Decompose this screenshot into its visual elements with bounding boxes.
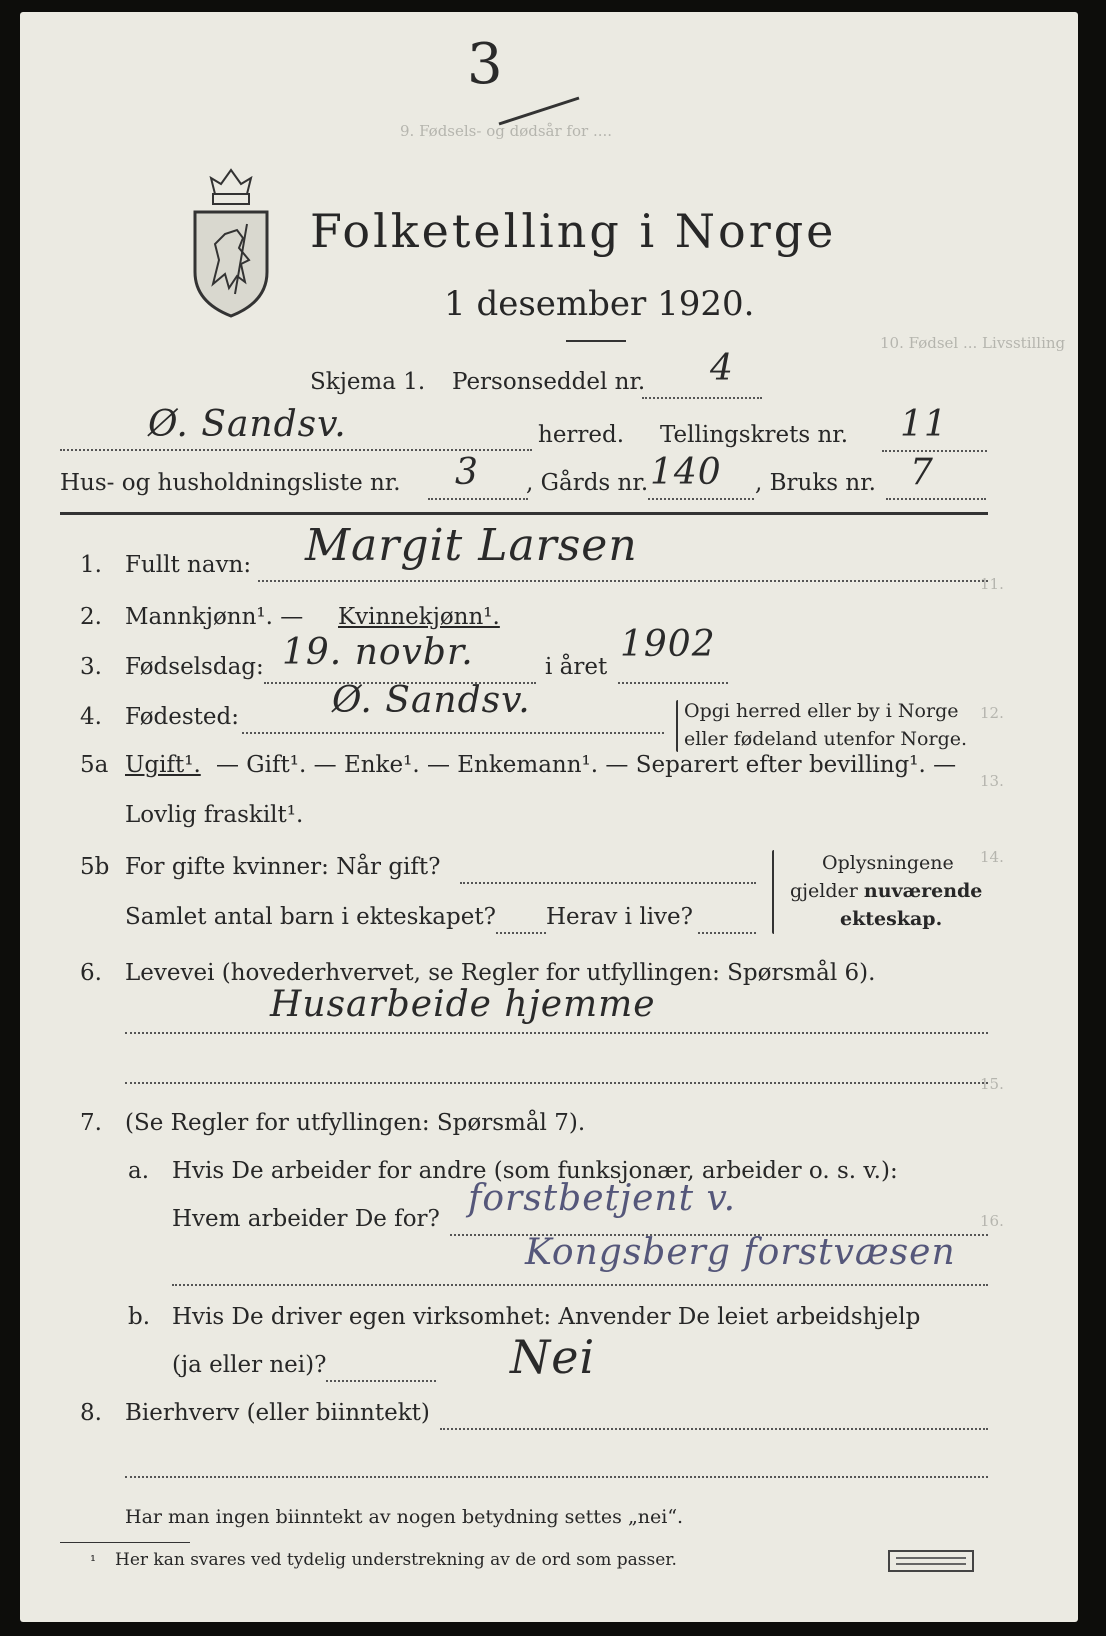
bruks-label: , Bruks nr. <box>755 470 876 496</box>
q7a-value-2: Kongsberg forstvæsen <box>525 1232 956 1273</box>
personseddel-value: 4 <box>710 348 734 389</box>
q7a-value-1: forstbetjent v. <box>468 1178 737 1219</box>
q2-number: 2. <box>80 604 102 630</box>
q4-value: Ø. Sandsv. <box>332 680 531 721</box>
q7a-question: Hvem arbeider De for? <box>172 1206 440 1232</box>
q3-year-label: i året <box>545 654 608 680</box>
tellingskrets-line <box>882 450 987 452</box>
page-number-handwritten: 3 <box>467 32 504 97</box>
herred-line <box>60 449 532 451</box>
q5b-bracket <box>772 850 774 934</box>
bleed-text: 12. <box>980 704 1004 722</box>
q6-line-2 <box>125 1082 988 1084</box>
q3-label: Fødselsdag: <box>125 654 264 680</box>
q7-number: 7. <box>80 1110 102 1136</box>
form-title: Folketelling i Norge <box>310 204 837 258</box>
q7a-letter: a. <box>128 1158 150 1184</box>
q3-number: 3. <box>80 654 102 680</box>
q8-label: Bierhverv (eller biinntekt) <box>125 1400 430 1426</box>
q6-value: Husarbeide hjemme <box>270 984 656 1025</box>
footer-note: Har man ingen biinntekt av nogen betydning settes „nei“. <box>125 1506 684 1528</box>
bruks-line <box>886 498 986 500</box>
q3-year-value: 1902 <box>620 624 716 665</box>
q3-value: 19. novbr. <box>282 632 474 673</box>
q6-number: 6. <box>80 960 102 986</box>
q5b-children-line <box>496 932 546 934</box>
bruks-value: 7 <box>910 452 934 493</box>
q5b-alive-line <box>698 932 756 934</box>
q7a-line-2 <box>172 1284 988 1286</box>
bleed-text: 13. <box>980 772 1004 790</box>
q2-male: Mannkjønn¹. — <box>125 604 304 630</box>
q8-line-2 <box>125 1476 988 1478</box>
bleed-text: 16. <box>980 1212 1004 1230</box>
q6-label: Levevei (hovederhvervet, se Regler for utfyllingen: Spørsmål 6). <box>125 960 876 986</box>
q5b-number: 5b <box>80 854 110 880</box>
q3-year-line <box>618 682 728 684</box>
q4-number: 4. <box>80 704 102 730</box>
q1-label: Fullt navn: <box>125 552 252 578</box>
census-form-sheet <box>20 12 1078 1622</box>
q2-female: Kvinnekjønn¹. <box>338 604 500 630</box>
title-rule <box>566 340 626 342</box>
q5a-ugift: Ugift¹. <box>125 752 201 778</box>
q8-number: 8. <box>80 1400 102 1426</box>
q5b-children-total: Samlet antal barn i ekteskapet? <box>125 904 496 930</box>
q7a-label: Hvis De arbeider for andre (som funksjonær, arbeider o. s. v.): <box>172 1158 898 1184</box>
husliste-label: Hus- og husholdningsliste nr. <box>60 470 401 496</box>
skjema-label: Skjema 1. <box>310 369 426 395</box>
tellingskrets-label: Tellingskrets nr. <box>660 422 849 448</box>
q7b-line <box>326 1380 436 1382</box>
gards-label: , Gårds nr. <box>526 470 649 496</box>
q4-line <box>242 732 664 734</box>
bleed-text: 9. Fødsels- og dødsår for .... <box>400 122 613 140</box>
q7b-letter: b. <box>128 1304 151 1330</box>
q5b-note-1: Oplysningene <box>822 852 954 874</box>
herred-label: herred. <box>538 422 625 448</box>
coat-of-arms-icon <box>185 164 277 324</box>
personseddel-label: Personseddel nr. <box>452 369 646 395</box>
bleed-text: 15. <box>980 1075 1004 1093</box>
q1-line <box>258 580 988 582</box>
bleed-text: 11. <box>980 575 1004 593</box>
bleed-text: 10. Fødsel ... Livsstilling <box>880 334 1066 352</box>
q5b-married-line <box>460 882 756 884</box>
header-divider <box>60 512 988 515</box>
q5b-married-when: For gifte kvinner: Når gift? <box>125 854 441 880</box>
footnote-rule <box>60 1542 190 1543</box>
tellingskrets-value: 11 <box>900 404 948 445</box>
q5b-alive: Herav i live? <box>546 904 693 930</box>
q4-label: Fødested: <box>125 704 240 730</box>
q4-note-1: Opgi herred eller by i Norge <box>684 700 959 722</box>
gards-value: 140 <box>650 452 722 493</box>
q7b-value: Nei <box>510 1330 596 1384</box>
footnote-text: Her kan svares ved tydelig understrekning av de ord som passer. <box>115 1550 677 1570</box>
q1-value: Margit Larsen <box>305 520 638 571</box>
q6-line-1 <box>125 1032 988 1034</box>
printer-stamp-icon <box>888 1550 974 1572</box>
q4-bracket <box>676 700 678 752</box>
q5b-note-2: gjelder nuværende <box>790 880 983 902</box>
husliste-value: 3 <box>455 452 479 493</box>
q5a-options: — Gift¹. — Enke¹. — Enkemann¹. — Separert efter bevilling¹. — <box>216 752 957 778</box>
gards-line <box>648 498 754 500</box>
q4-note-2: eller fødeland utenfor Norge. <box>684 728 968 750</box>
footnote-mark: ¹ <box>90 1552 97 1570</box>
husliste-line <box>428 498 528 500</box>
q7b-label: Hvis De driver egen virksomhet: Anvender De leiet arbeidshjelp <box>172 1304 921 1330</box>
q8-line-1 <box>440 1428 988 1430</box>
page-number-stroke <box>495 90 585 130</box>
q1-number: 1. <box>80 552 102 578</box>
form-date: 1 desember 1920. <box>444 284 755 324</box>
q5a-line2: Lovlig fraskilt¹. <box>125 802 304 828</box>
q5a-number: 5a <box>80 752 109 778</box>
bleed-text: 14. <box>980 848 1004 866</box>
q7-label: (Se Regler for utfyllingen: Spørsmål 7). <box>125 1110 586 1136</box>
personseddel-line <box>642 397 762 399</box>
herred-value: Ø. Sandsv. <box>148 404 347 445</box>
q5b-note-3: ekteskap. <box>840 908 943 930</box>
q7b-question: (ja eller nei)? <box>172 1352 327 1378</box>
